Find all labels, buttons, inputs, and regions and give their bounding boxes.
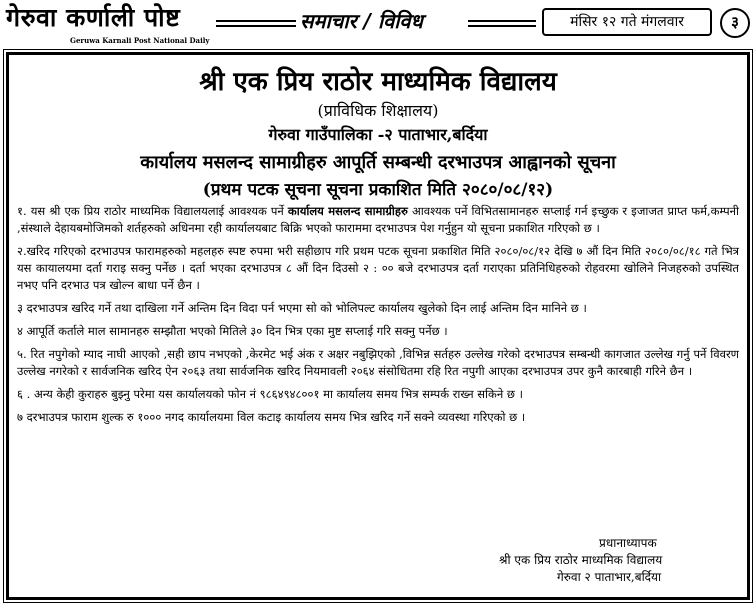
issue-date: मंसिर १२ गते मंगलवार (542, 8, 712, 36)
publication-date: (प्रथम पटक सूचना सूचना प्रकाशित मिति २०८०/०८/१२) (202, 180, 554, 200)
clause-1-text-a: १. यस श्री एक प्रिय राठोर माध्यमिक विद्यालयलाई आवश्यक पर्ने (17, 204, 288, 218)
masthead-rule-left (216, 20, 296, 27)
clause-1-highlight: कार्यालय मसलन्द सामाग्रीहरु (287, 204, 408, 218)
notice-body (17, 203, 739, 432)
masthead-rule-right (468, 20, 536, 27)
school-name: श्री एक प्रिय राठोर माध्यमिक विद्यालय (199, 67, 557, 97)
notice-title: कार्यालय मसलन्द सामाग्रीहरु आपूर्ति सम्बन्धी दरभाउपत्र आह्वानको सूचना (140, 152, 616, 173)
school-subtitle: (प्राविधिक शिक्षालय) (317, 101, 439, 120)
clause-4: ४ आपूर्ति कर्ताले माल सामानहरु सम्झौता भएको मितिले ३० दिन भित्र एका मुष्ट सप्लाई गरि सक्नु पर्नेछ । (17, 324, 448, 338)
clause-2: २.खरिद गरिएको दरभाउपत्र फारामहरुको महलहरु स्पष्ट रुपमा भरी सहीछाप गरि प्रथम पटक सूचना प्रकाशित मिति २०८०/०८/१२ देखि ७ औं दिन मिति २०८०/०८/१८ गते भित्र यस कायालयमा दर्ता गराइ सक्नु पर्नेछ । दर्ता भएका दरभाउपत्र ८ औं दिन दिउसो २ : ०० बजे दरभाउपत्र दर्ता गराएका प्रतिनिधिहरुको रोहवरमा खोलिने निजहरुको उपस्थित नभए पनि दरभाउ पत्र खोल्न बाधा पर्ने छैन । (17, 244, 739, 292)
signatory-school: श्री एक प्रिय राठोर माध्यमिक विद्यालय (499, 553, 663, 567)
page-number: ३ (720, 8, 750, 38)
signatory-title: प्रधानाध्यापक (599, 536, 657, 550)
clause-1-text-b: आवश्यक पर्ने विभितसामानहरु सप्लाई गर्न इच्छुक र इजाजत प्राप्त फर्म,कम्पनी ,संस्थाले देहायबमोजिमको शर्तहरुको अधिनमा रही कार्यालयबाट बिक्रि भएको फाराममा दरभाउपत्र पेश गर्नुहुन यो सूचना प्रकाशित गरिएको छ । (17, 204, 740, 235)
section-label: समाचार / विविध (300, 9, 423, 33)
clause-1 (17, 203, 739, 237)
signatory-address: गेरुवा २ पाताभार,बर्दिया (557, 570, 662, 584)
newspaper-tagline: Geruwa Karnali Post National Daily (70, 36, 210, 45)
clause-7: ७ दरभाउपत्र फाराम शुल्क रु १००० नगद कार्यालयमा विल कटाइ कार्यालय समय भित्र खरिद गर्ने सक्ने व्यवस्था गरिएको छ । (17, 410, 526, 424)
masthead (0, 0, 755, 50)
school-address: गेरुवा गाउँपालिका -२ पाताभार,बर्दिया (268, 125, 488, 144)
clause-6: ६ . अन्य केही कुराहरु बुझ्नु परेमा यस कार्यालयको फोन नं ९८६४९४८००१ मा कार्यालय समय भित्र सम्पर्क राख्न सकिने छ । (17, 387, 523, 401)
newspaper-logo: गेरुवा कर्णाली पोष्ट (6, 3, 181, 32)
tender-notice (6, 52, 750, 600)
clause-3: ३ दरभाउपत्र खरिद गर्ने तथा दाखिला गर्ने अन्तिम दिन विदा पर्न भएमा सो को भोलिपल्ट कार्यालय खुलेको दिन लाई अन्तिम दिन मानिने छ । (17, 301, 587, 315)
clause-5: ५. रित नपुगेको म्याद नाघी आएको ,सही छाप नभएको ,केरमेट भई अंक र अक्षर नबुझिएको ,विभिन्न सर्तहरु उल्लेख गरेको दरभाउपत्र सम्बन्धी कागजात उल्लेख गर्नु पर्ने विवरण उल्लेख नगरेको र सार्वजनिक खरिद ऐन २०६३ तथा सार्वजनिक खरिद नियमावली २०६४ संसोधितमा रहि रित नपुगी आएका दरभाउपत्र उपर कुनै कारबाही गरिने छैन । (17, 347, 739, 378)
